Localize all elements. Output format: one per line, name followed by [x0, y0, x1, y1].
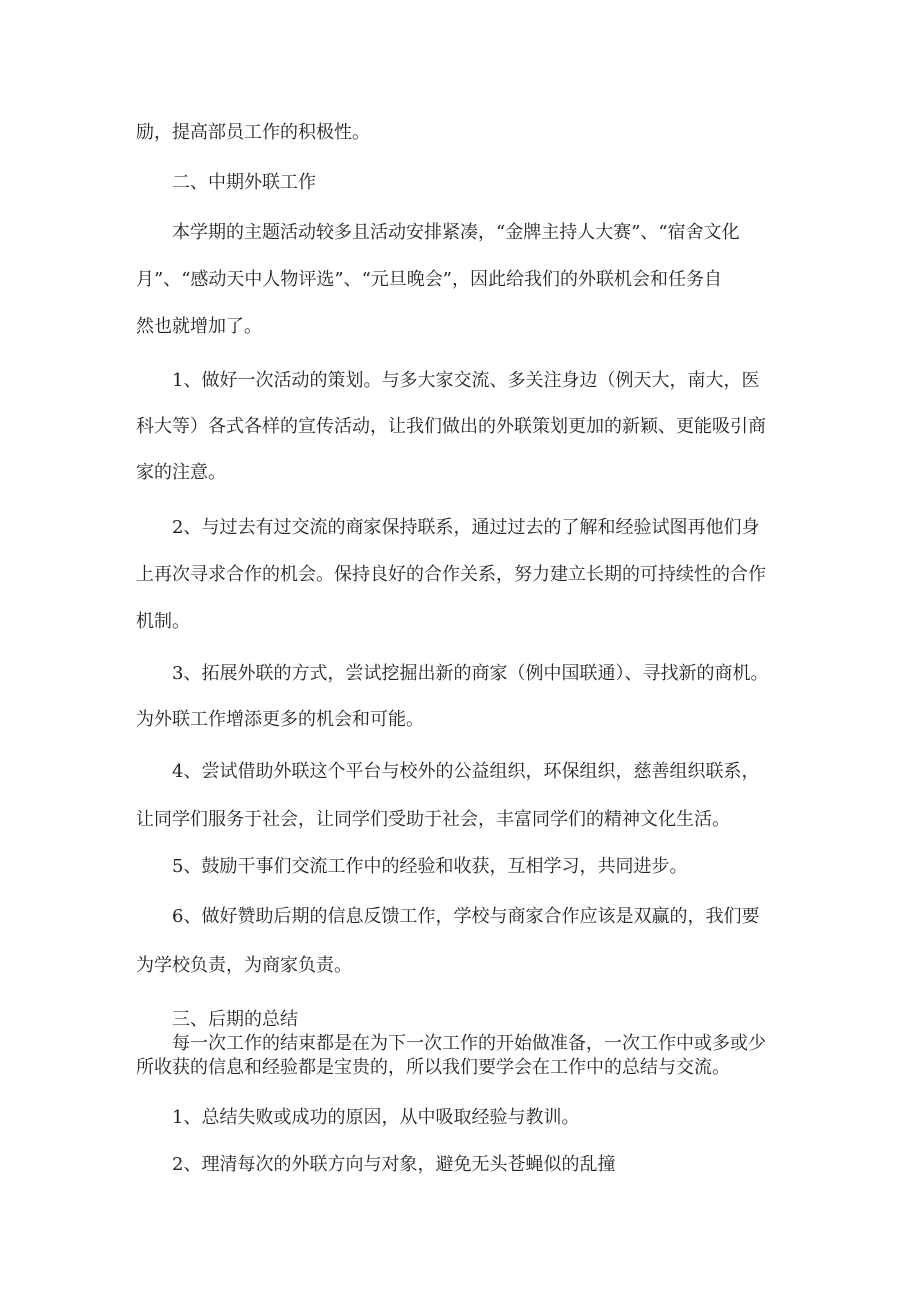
text-line: 每一次工作的结束都是在为下一次工作的开始做准备，一次工作中或多或少	[172, 1033, 766, 1054]
section-heading: 三、后期的总结	[172, 1009, 298, 1030]
section-heading: 二、中期外联工作	[172, 172, 316, 193]
list-item: 1、做好一次活动的策划。与多大家交流、多关注身边（例天大，南大，医	[172, 370, 760, 391]
list-item: 2、与过去有过交流的商家保持联系，通过过去的了解和经验试图再他们身	[172, 517, 760, 538]
text-line: 机制。	[136, 611, 190, 632]
text-line: 励，提高部员工作的积极性。	[136, 122, 370, 143]
list-item: 4、尝试借助外联这个平台与校外的公益组织，环保组织，慈善组织联系，	[172, 761, 760, 782]
text-line: 本学期的主题活动较多且活动安排紧凑，“金牌主持人大赛”、“宿舍文化	[172, 222, 740, 243]
list-item: 5、鼓励干事们交流工作中的经验和收获，互相学习，共同进步。	[172, 856, 688, 877]
list-item: 1、总结失败或成功的原因，从中吸取经验与教训。	[172, 1107, 580, 1128]
text-line: 然也就增加了。	[136, 316, 262, 337]
text-line: 家的注意。	[136, 462, 226, 483]
text-line: 为外联工作增添更多的机会和可能。	[136, 709, 424, 730]
text-line: 所收获的信息和经验都是宝贵的，所以我们要学会在工作中的总结与交流。	[136, 1057, 730, 1078]
text-line: 为学校负责，为商家负责。	[136, 955, 352, 976]
list-item: 2、理清每次的外联方向与对象，避免无头苍蝇似的乱撞	[172, 1154, 616, 1175]
text-line: 让同学们服务于社会，让同学们受助于社会，丰富同学们的精神文化生活。	[136, 809, 730, 830]
text-line: 月”、“感动天中人物评选”、“元旦晚会”，因此给我们的外联机会和任务自	[136, 269, 723, 290]
list-item: 3、拓展外联的方式，尝试挖掘出新的商家（例中国联通）、寻找新的商机。	[172, 663, 769, 684]
text-line: 上再次寻求合作的机会。保持良好的合作关系，努力建立长期的可持续性的合作	[136, 564, 766, 585]
list-item: 6、做好赞助后期的信息反馈工作，学校与商家合作应该是双赢的，我们要	[172, 906, 760, 927]
text-line: 科大等）各式各样的宣传活动，让我们做出的外联策划更加的新颖、更能吸引商	[136, 416, 766, 437]
